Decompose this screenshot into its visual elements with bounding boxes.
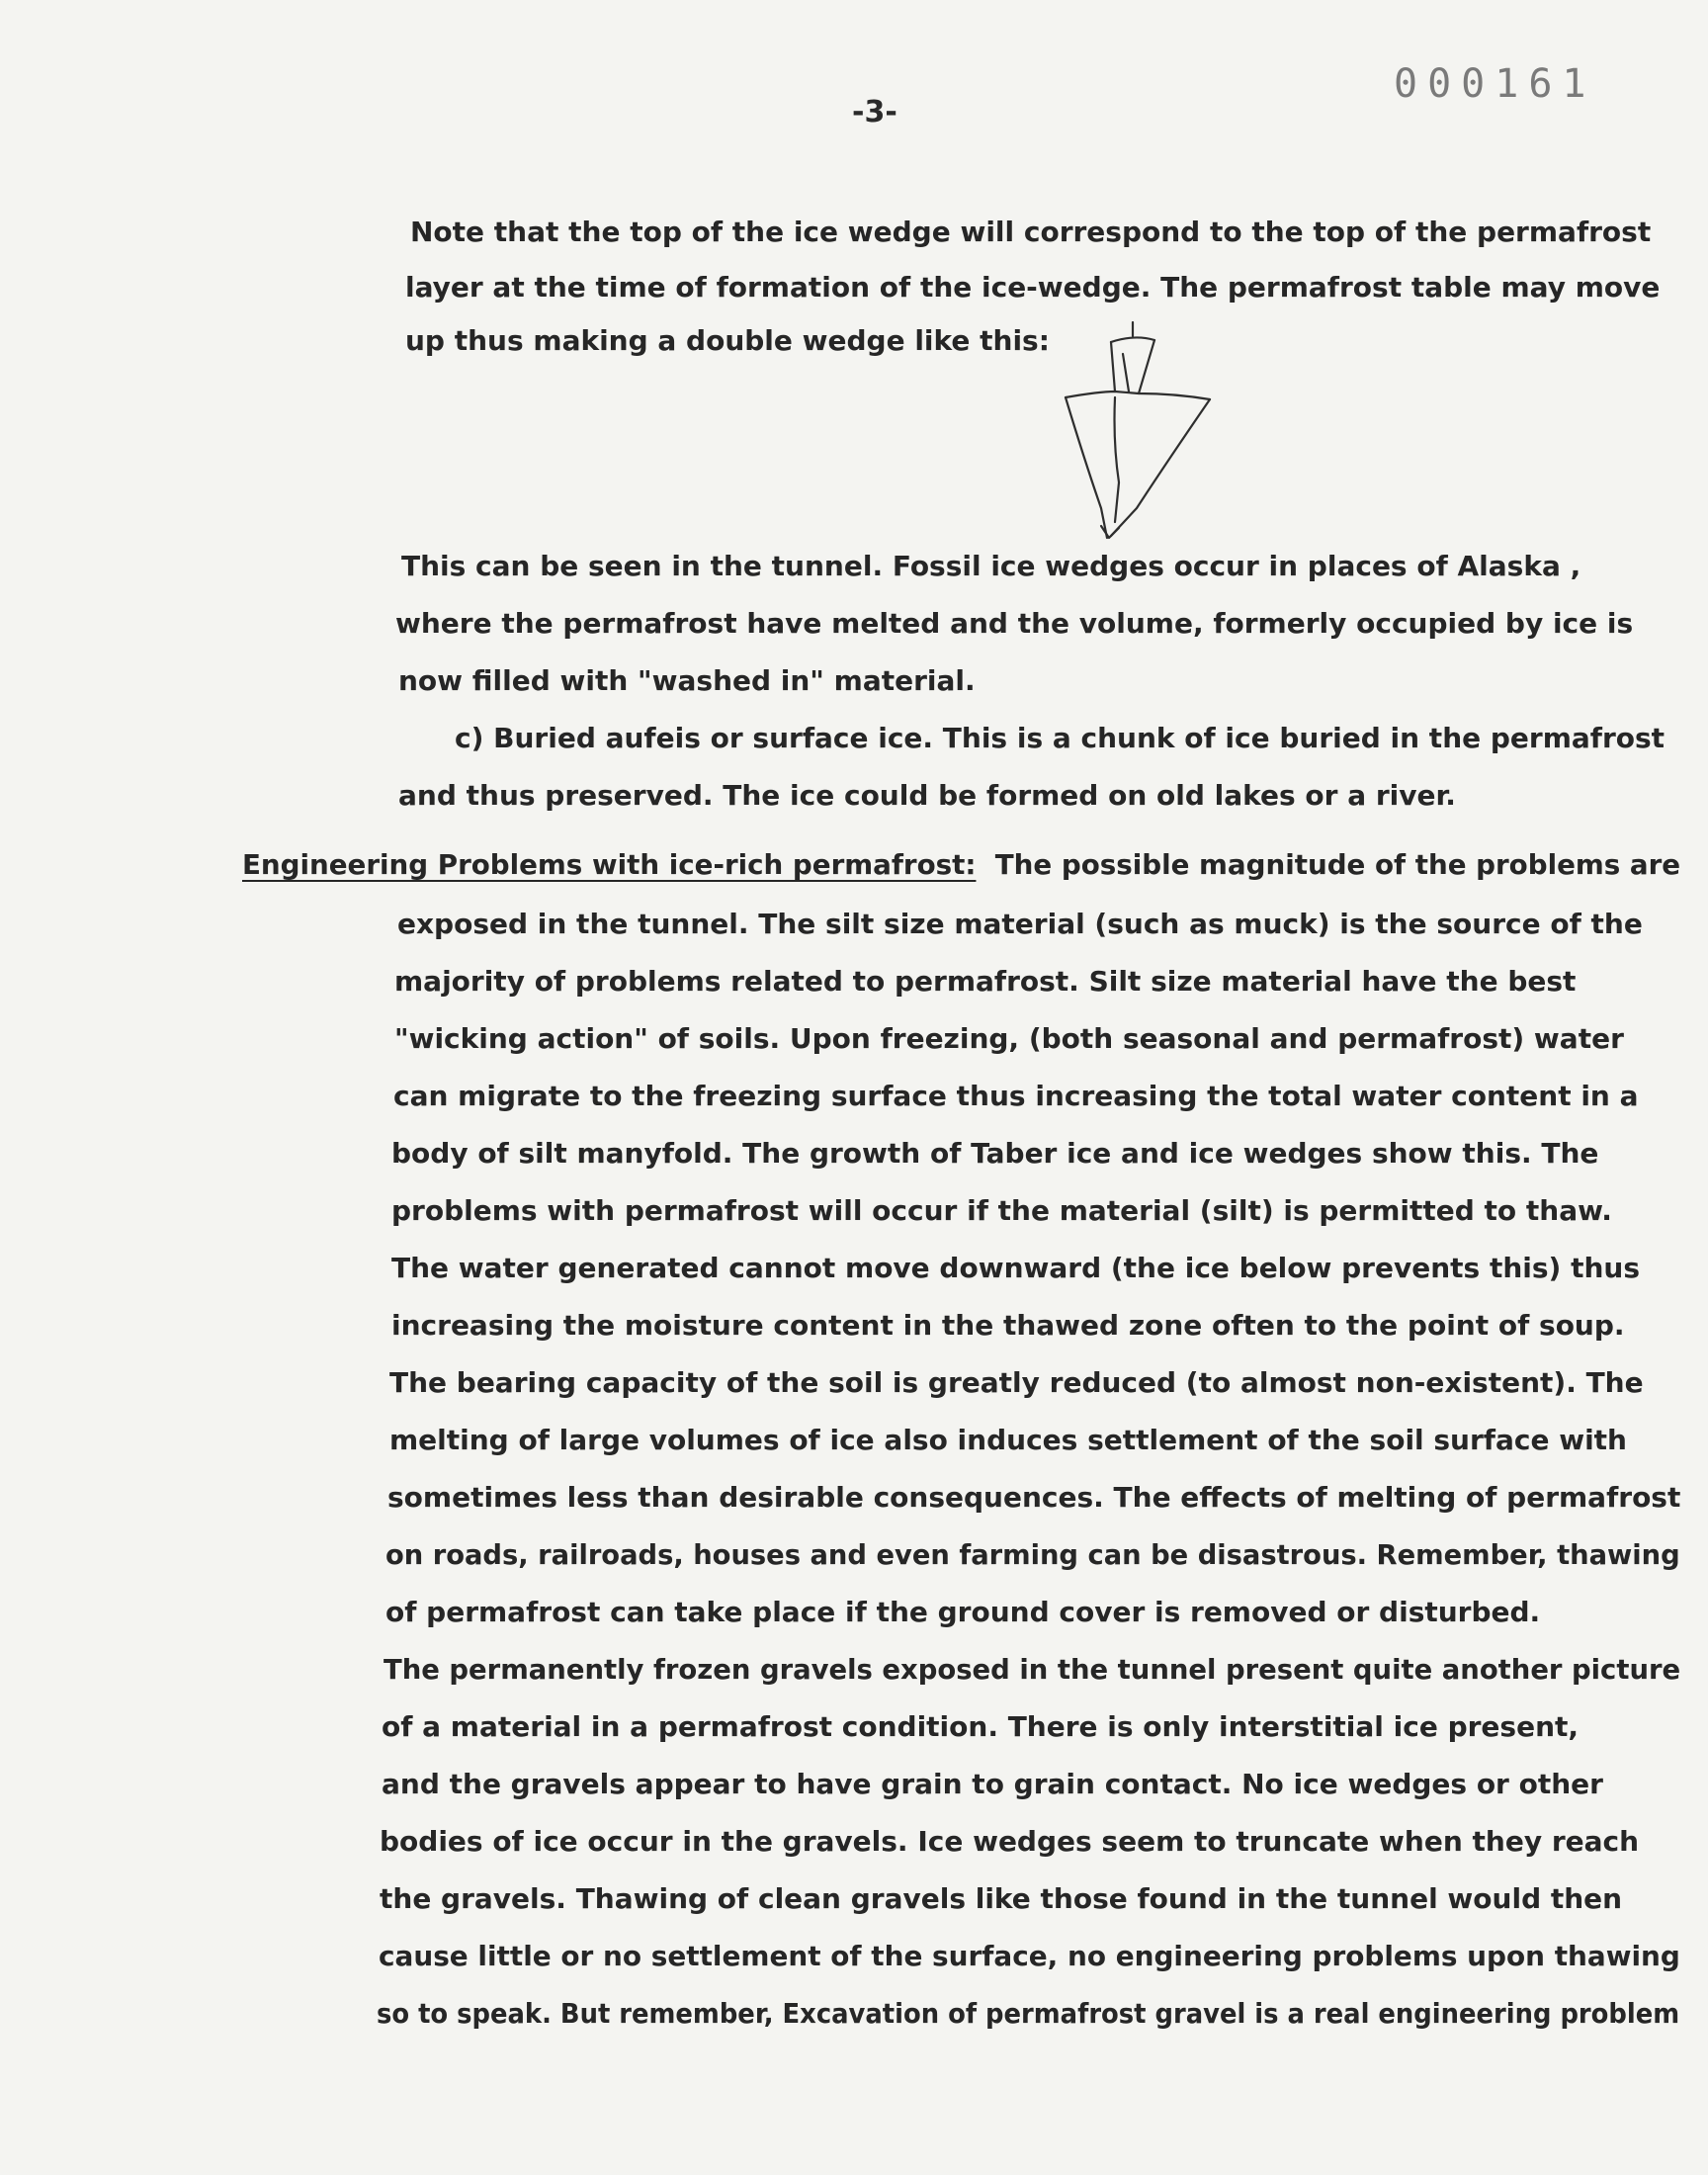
paragraph-line: up thus making a double wedge like this: [405,324,1050,357]
paragraph-line: sometimes less than desirable consequences. The effects of melting of permafrost [387,1481,1681,1514]
paragraph-line: exposed in the tunnel. The silt size material (such as muck) is the source of the [397,908,1643,940]
paragraph-line: c) Buried aufeis or surface ice. This is a chunk of ice buried in the permafrost [455,722,1665,754]
section-heading-tail: The possible magnitude of the problems are [994,848,1681,881]
paragraph-line: layer at the time of formation of the ice-wedge. The permafrost table may move [405,271,1661,304]
paragraph-line: body of silt manyfold. The growth of Taber ice and ice wedges show this. The [391,1137,1599,1170]
paragraph-line: so to speak. But remember, Excavation of permafrost gravel is a real engineering problem [377,1997,1680,2030]
page-number: -3- [852,95,897,130]
paragraph-line: melting of large volumes of ice also induces settlement of the soil surface with [389,1424,1627,1456]
paragraph-line: where the permafrost have melted and the volume, formerly occupied by ice is [395,607,1634,640]
paragraph-line: The water generated cannot move downward (the ice below prevents this) thus [391,1252,1640,1284]
document-stamp-number: 000161 [1394,61,1596,107]
paragraph-line: The bearing capacity of the soil is greatly reduced (to almost non-existent). The [389,1366,1644,1399]
paragraph-line: majority of problems related to permafrost. Silt size material have the best [394,965,1577,998]
paragraph-line: of a material in a permafrost condition. There is only interstitial ice present, [382,1710,1580,1743]
double-ice-wedge-sketch-icon [1058,314,1226,552]
paragraph-line: This can be seen in the tunnel. Fossil ice wedges occur in places of Alaska , [401,550,1581,582]
paragraph-line: problems with permafrost will occur if the material (silt) is permitted to thaw. [391,1194,1612,1227]
paragraph-line: cause little or no settlement of the surface, no engineering problems upon thawing [379,1940,1680,1972]
section-heading-line [242,848,1680,882]
paragraph-line: on roads, railroads, houses and even farming can be disastrous. Remember, thawing [385,1538,1680,1571]
paragraph-line: and thus preserved. The ice could be formed on old lakes or a river. [398,779,1456,812]
paragraph-line: "wicking action" of soils. Upon freezing, (both seasonal and permafrost) water [394,1022,1624,1055]
paragraph-line: of permafrost can take place if the ground cover is removed or disturbed. [385,1596,1541,1628]
paragraph-line: can migrate to the freezing surface thus increasing the total water content in a [393,1080,1639,1112]
paragraph-line: increasing the moisture content in the thawed zone often to the point of soup. [391,1309,1625,1342]
paragraph-line: and the gravels appear to have grain to grain contact. No ice wedges or other [382,1768,1603,1800]
paragraph-line: the gravels. Thawing of clean gravels like those found in the tunnel would then [380,1882,1623,1915]
paragraph-line: bodies of ice occur in the gravels. Ice wedges seem to truncate when they reach [380,1825,1640,1858]
section-heading: Engineering Problems with ice-rich permafrost: [242,848,977,881]
paragraph-line: The permanently frozen gravels exposed in the tunnel present quite another picture [384,1653,1681,1686]
paragraph-line: Note that the top of the ice wedge will correspond to the top of the permafrost [410,216,1652,248]
paragraph-line: now filled with "washed in" material. [398,664,976,697]
